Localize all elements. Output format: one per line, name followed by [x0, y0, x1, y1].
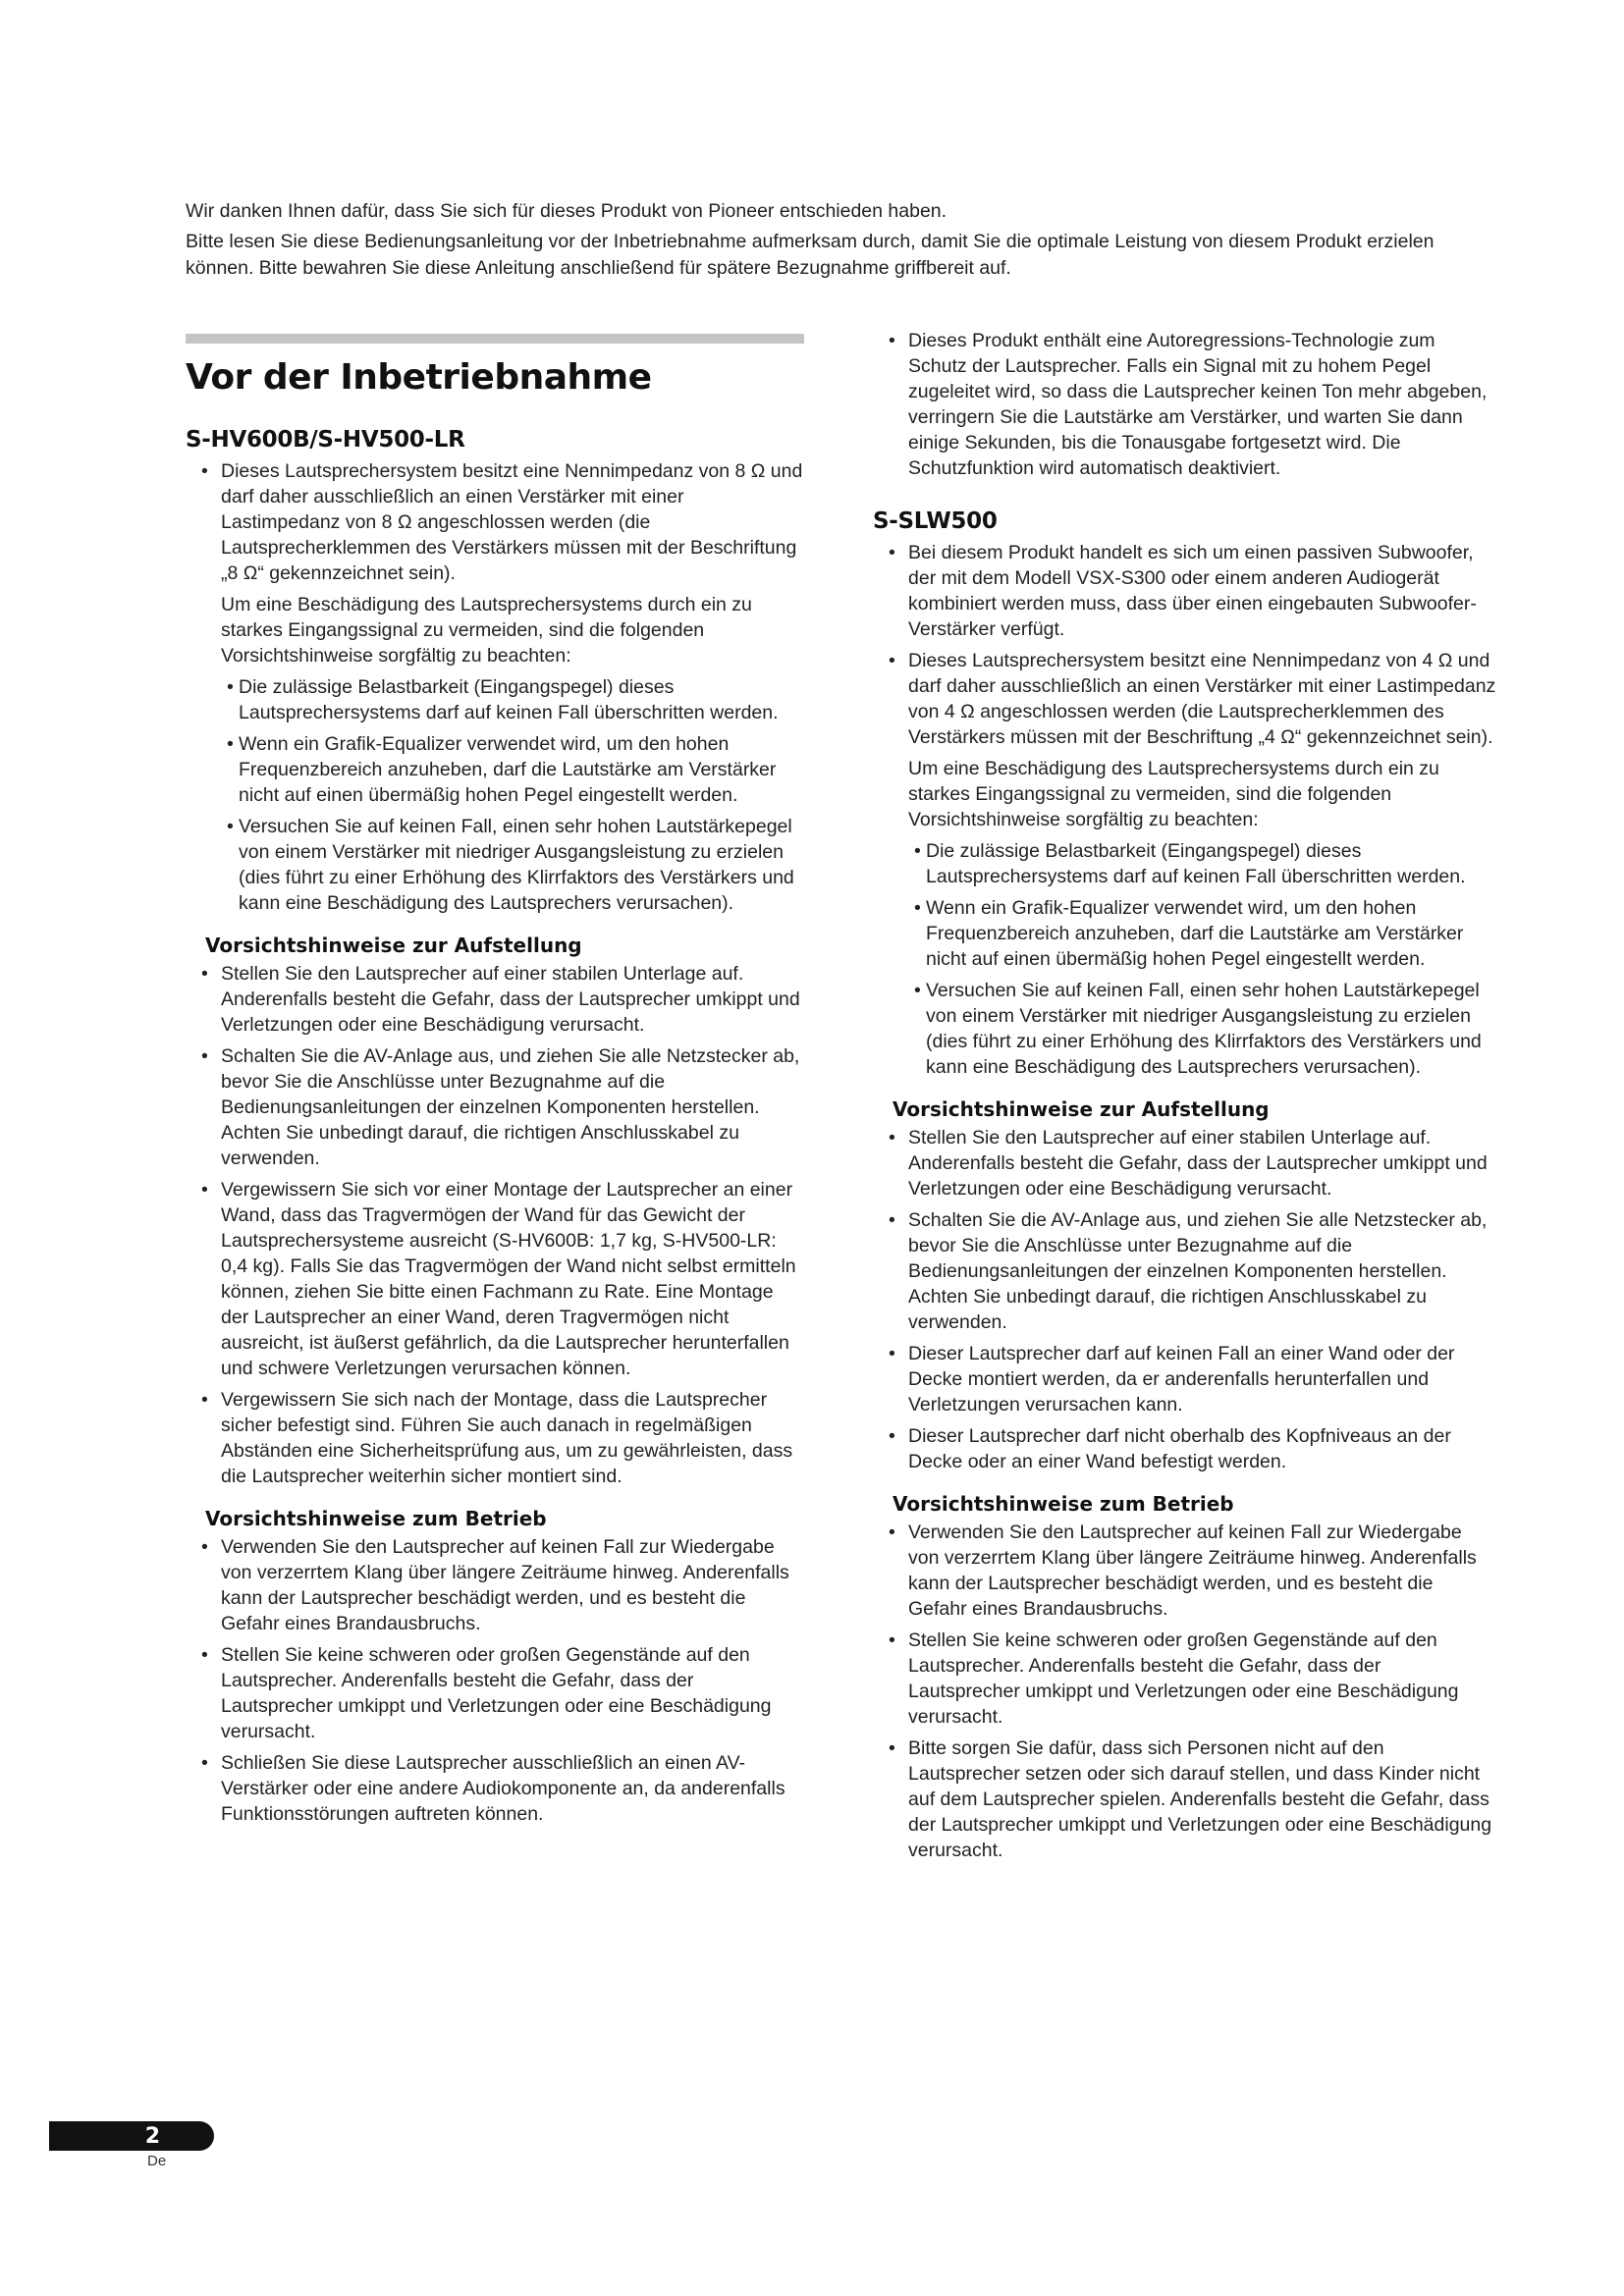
intro — [186, 198, 1491, 286]
list-item: • Verwenden Sie den Lautsprecher auf keinen Fall zur Wiedergabe von verzerrtem Klang über längere Zeiträume hinweg. Anderenfalls kann der Lautsprecher beschädigt werden, und es besteht die Gefahr eines Brandausbruchs. — [873, 1520, 1496, 1622]
list-item: • Wenn ein Grafik-Equalizer verwendet wird, um den hohen Frequenzbereich anzuheben, darf die Lautstärke am Verstärker nicht auf einen übermäßig hohen Pegel eingestellt werden. — [186, 731, 804, 808]
list-item: • Dieser Lautsprecher darf auf keinen Fall an einer Wand oder der Decke montiert werden, da er anderenfalls herunterfallen und Verletzungen verursachen kann. — [873, 1341, 1496, 1417]
setup-list — [186, 961, 804, 1489]
setup-heading: Vorsichtshinweise zur Aufstellung — [893, 1097, 1270, 1121]
operation-heading: Vorsichtshinweise zum Betrieb — [893, 1492, 1234, 1516]
precaution-intro: Um eine Beschädigung des Lautsprechersystems durch ein zu starkes Eingangssignal zu vermeiden, sind die folgenden Vorsichtshinweise sorgfältig zu beachten: — [221, 594, 752, 667]
list-item: • Wenn ein Grafik-Equalizer verwendet wird, um den hohen Frequenzbereich anzuheben, darf die Lautstärke am Verstärker nicht auf einen übermäßig hohen Pegel eingestellt werden. — [873, 895, 1496, 972]
list-item: • Bitte sorgen Sie dafür, dass sich Personen nicht auf den Lautsprecher setzen oder sich darauf stellen, und dass Kinder nicht auf dem Lautsprecher spielen. Anderenfalls besteht die Gefahr, dass der Lautsprecher umkippt und Verletzungen oder eine Beschädigung verursacht. — [873, 1735, 1496, 1863]
list-item: • Vergewissern Sie sich vor einer Montage der Lautsprecher an einer Wand, dass das Tragvermögen der Wand für das Gewicht der Lautsprechersysteme ausreicht (S-HV600B: 1,7 kg, S-HV500-LR: 0,4 kg). Falls Sie das Tragvermögen der Wand nicht selbst ermitteln können, ziehen Sie bitte einen Fachmann zu Rate. Eine Montage der Lautsprecher an einer Wand, deren Tragvermögen nicht ausreicht, ist äußerst gefährlich, da die Lautsprecher herunterfallen und schwere Verletzungen verursachen können. — [186, 1177, 804, 1381]
operation-heading: Vorsichtshinweise zum Betrieb — [205, 1507, 547, 1530]
intro-line-1: Wir danken Ihnen dafür, dass Sie sich für dieses Produkt von Pioneer entschieden haben. — [186, 200, 947, 222]
subwoofer-list — [873, 540, 1496, 750]
intro-line-2: Bitte lesen Sie diese Bedienungsanleitung vor der Inbetriebnahme aufmerksam durch, damit Sie die optimale Leistung von diesem Produkt erzielen können. Bitte bewahren Sie diese Anleitung anschließend für spätere Bezugnahme griffbereit auf. — [186, 231, 1435, 279]
precaution-intro: Um eine Beschädigung des Lautsprechersystems durch ein zu starkes Eingangssignal zu vermeiden, sind die folgenden Vorsichtshinweise sorgfältig zu beachten: — [908, 758, 1439, 830]
left-column — [186, 334, 804, 1833]
list-item: • Die zulässige Belastbarkeit (Eingangspegel) dieses Lautsprechersystems darf auf keinen Fall überschritten werden. — [873, 838, 1496, 889]
list-item: • Die zulässige Belastbarkeit (Eingangspegel) dieses Lautsprechersystems darf auf keinen Fall überschritten werden. — [186, 674, 804, 725]
page-number-tab — [49, 2121, 214, 2151]
list-item: • Versuchen Sie auf keinen Fall, einen sehr hohen Lautstärkepegel von einem Verstärker mit niedriger Ausgangsleistung zu erzielen (dies führt zu einer Erhöhung des Klirrfaktors des Verstärkers und kann eine Beschädigung des Lautsprechers verursachen). — [186, 814, 804, 916]
list-item: • Dieser Lautsprecher darf nicht oberhalb des Kopfniveaus an der Decke oder an einer Wand befestigt werden. — [873, 1423, 1496, 1474]
list-item: • Stellen Sie den Lautsprecher auf einer stabilen Unterlage auf. Anderenfalls besteht die Gefahr, dass der Lautsprecher umkippt und Verletzungen oder eine Beschädigung verursacht. — [186, 961, 804, 1038]
model-heading-slw500: S-SLW500 — [873, 508, 998, 534]
list-item: • Dieses Produkt enthält eine Autoregressions-Technologie zum Schutz der Lautsprecher. Falls ein Signal mit zu hohem Pegel zugeleitet wird, so dass die Lautsprecher keinen Ton mehr abgeben, verringern Sie die Lautstärke am Verstärker, und warten Sie dann einige Sekunden, bis die Tonausgabe fortgesetzt wird. Die Schutzfunktion wird automatisch deaktiviert. — [873, 328, 1496, 481]
list-item: • Stellen Sie den Lautsprecher auf einer stabilen Unterlage auf. Anderenfalls besteht die Gefahr, dass der Lautsprecher umkippt und Verletzungen oder eine Beschädigung verursacht. — [873, 1125, 1496, 1201]
precaution-sublist — [186, 674, 804, 916]
list-item: • Versuchen Sie auf keinen Fall, einen sehr hohen Lautstärkepegel von einem Verstärker mit niedriger Ausgangsleistung zu erzielen (dies führt zu einer Erhöhung des Klirrfaktors des Verstärkers und kann eine Beschädigung des Lautsprechers verursachen). — [873, 978, 1496, 1080]
list-item: • Dieses Lautsprechersystem besitzt eine Nennimpedanz von 4 Ω und darf daher ausschließlich an einen Verstärker mit einer Lastimpedanz von 4 Ω angeschlossen werden (die Lautsprecherklemmen des Verstärkers müssen mit der Beschriftung „4 Ω“ gekennzeichnet sein). — [873, 648, 1496, 750]
operation-list — [186, 1534, 804, 1827]
list-item: • Bei diesem Produkt handelt es sich um einen passiven Subwoofer, der mit dem Modell VSX-S300 oder einem anderen Audiogerät kombiniert werden muss, dass über einen eingebauten Subwoofer-Verstärker verfügt. — [873, 540, 1496, 642]
list-item: • Schalten Sie die AV-Anlage aus, und ziehen Sie alle Netzstecker ab, bevor Sie die Anschlüsse unter Bezugnahme auf die Bedienungsanleitungen der einzelnen Komponenten herstellen. Achten Sie unbedingt darauf, die richtigen Anschlusskabel zu verwenden. — [186, 1043, 804, 1171]
list-item: • Stellen Sie keine schweren oder großen Gegenstände auf den Lautsprecher. Anderenfalls besteht die Gefahr, dass der Lautsprecher umkippt und Verletzungen oder eine Beschädigung verursacht. — [873, 1628, 1496, 1730]
page-number: 2 — [144, 2123, 160, 2149]
impedance-list — [186, 458, 804, 586]
list-item: • Schließen Sie diese Lautsprecher ausschließlich an einen AV-Verstärker oder eine andere Audiokomponente an, da anderenfalls Funktionsstörungen auftreten können. — [186, 1750, 804, 1827]
setup-list — [873, 1125, 1496, 1474]
setup-heading: Vorsichtshinweise zur Aufstellung — [205, 934, 582, 957]
list-item: • Verwenden Sie den Lautsprecher auf keinen Fall zur Wiedergabe von verzerrtem Klang über längere Zeiträume hinweg. Anderenfalls kann der Lautsprecher beschädigt werden, und es besteht die Gefahr eines Brandausbruchs. — [186, 1534, 804, 1636]
right-column — [873, 328, 1496, 1869]
operation-list — [873, 1520, 1496, 1863]
protection-list — [873, 328, 1496, 481]
list-item: • Vergewissern Sie sich nach der Montage, dass die Lautsprecher sicher befestigt sind. Führen Sie auch danach in regelmäßigen Abständen eine Sicherheitsprüfung aus, um zu gewährleisten, dass die Lautsprecher weiterhin sicher montiert sind. — [186, 1387, 804, 1489]
model-heading-hv600b: S-HV600B/S-HV500-LR — [186, 427, 465, 453]
list-item: • Schalten Sie die AV-Anlage aus, und ziehen Sie alle Netzstecker ab, bevor Sie die Anschlüsse unter Bezugnahme auf die Bedienungsanleitungen der einzelnen Komponenten herstellen. Achten Sie unbedingt darauf, die richtigen Anschlusskabel zu verwenden. — [873, 1207, 1496, 1335]
section-heading-bar — [186, 334, 804, 344]
list-item: • Dieses Lautsprechersystem besitzt eine Nennimpedanz von 8 Ω und darf daher ausschließlich an einen Verstärker mit einer Lastimpedanz von 8 Ω angeschlossen werden (die Lautsprecherklemmen des Verstärkers müssen mit der Beschriftung „8 Ω“ gekennzeichnet sein). — [186, 458, 804, 586]
language-code: De — [147, 2153, 167, 2169]
list-item: • Stellen Sie keine schweren oder großen Gegenstände auf den Lautsprecher. Anderenfalls besteht die Gefahr, dass der Lautsprecher umkippt und Verletzungen oder eine Beschädigung verursacht. — [186, 1642, 804, 1744]
section-title: Vor der Inbetriebnahme — [186, 357, 652, 398]
precaution-sublist — [873, 838, 1496, 1080]
